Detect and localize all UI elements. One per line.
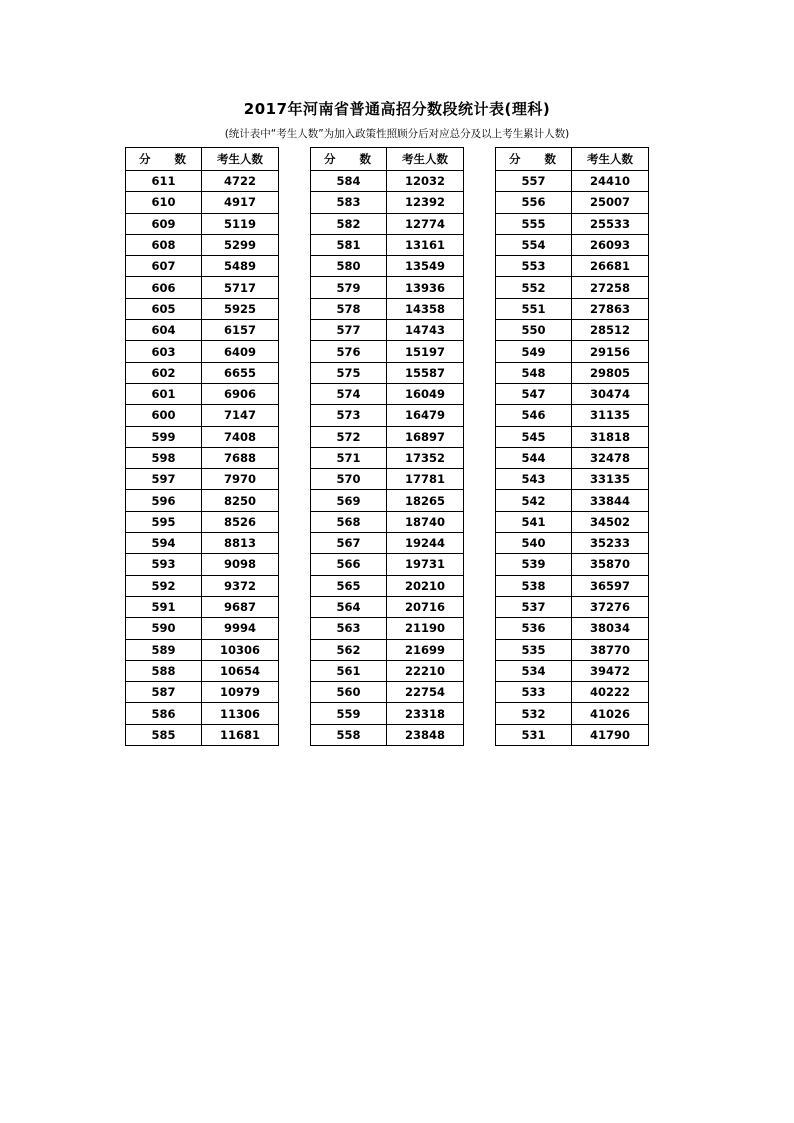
score-cell: 566 [311,554,387,575]
score-cell: 552 [496,277,572,298]
table-row [311,639,464,660]
score-cell: 532 [496,703,572,724]
table-row [496,277,649,298]
score-cell: 541 [496,511,572,532]
table-row [311,234,464,255]
table-row [311,256,464,277]
table-row [496,256,649,277]
count-cell: 5925 [202,298,279,319]
score-cell: 607 [126,256,202,277]
score-cell: 584 [311,171,387,192]
count-cell: 25007 [572,192,649,213]
score-cell: 610 [126,192,202,213]
score-cell: 556 [496,192,572,213]
count-cell: 20716 [387,596,464,617]
table-row [496,405,649,426]
count-cell: 25533 [572,213,649,234]
count-cell: 9687 [202,596,279,617]
count-cell: 20210 [387,575,464,596]
count-cell: 7147 [202,405,279,426]
table-row [496,490,649,511]
table-row [126,341,279,362]
table-row [311,298,464,319]
table-row [496,511,649,532]
score-cell: 598 [126,447,202,468]
count-cell: 38770 [572,639,649,660]
table-row [496,234,649,255]
table-row [126,256,279,277]
table-row [311,213,464,234]
count-column-header: 考生人数 [572,148,649,171]
table-row [311,171,464,192]
table-row [126,234,279,255]
count-cell: 19731 [387,554,464,575]
table-row [311,447,464,468]
score-cell: 540 [496,533,572,554]
count-cell: 13549 [387,256,464,277]
score-cell: 548 [496,362,572,383]
count-cell: 7688 [202,447,279,468]
score-cell: 544 [496,447,572,468]
count-cell: 8250 [202,490,279,511]
score-cell: 555 [496,213,572,234]
count-cell: 19244 [387,533,464,554]
score-cell: 600 [126,405,202,426]
count-cell: 16479 [387,405,464,426]
count-cell: 31135 [572,405,649,426]
score-cell: 559 [311,703,387,724]
count-cell: 8526 [202,511,279,532]
count-cell: 5299 [202,234,279,255]
count-cell: 6906 [202,383,279,404]
score-cell: 547 [496,383,572,404]
table-row [496,618,649,639]
score-cell: 599 [126,426,202,447]
table-row [496,362,649,383]
score-cell: 567 [311,533,387,554]
count-cell: 16049 [387,383,464,404]
count-cell: 17781 [387,469,464,490]
table-row [126,511,279,532]
score-cell: 585 [126,724,202,745]
score-cell: 554 [496,234,572,255]
table-row [126,703,279,724]
table-body [311,171,464,746]
table-row [311,575,464,596]
count-cell: 5119 [202,213,279,234]
table-row [126,469,279,490]
count-cell: 38034 [572,618,649,639]
count-cell: 24410 [572,171,649,192]
score-cell: 538 [496,575,572,596]
count-cell: 4722 [202,171,279,192]
table-row [126,213,279,234]
score-cell: 561 [311,660,387,681]
table-row [126,575,279,596]
table-row [126,596,279,617]
table-row [496,703,649,724]
count-cell: 30474 [572,383,649,404]
score-cell: 609 [126,213,202,234]
count-cell: 40222 [572,682,649,703]
count-cell: 14743 [387,320,464,341]
count-cell: 10654 [202,660,279,681]
table-row [126,171,279,192]
count-cell: 37276 [572,596,649,617]
table-row [126,362,279,383]
count-cell: 23848 [387,724,464,745]
table-row [311,320,464,341]
score-cell: 581 [311,234,387,255]
count-cell: 18265 [387,490,464,511]
count-cell: 35233 [572,533,649,554]
score-column-header: 分 数 [311,148,387,171]
count-cell: 5489 [202,256,279,277]
count-cell: 26681 [572,256,649,277]
count-cell: 13161 [387,234,464,255]
table-row [126,639,279,660]
table-row [496,575,649,596]
table-row [496,660,649,681]
table-row [496,447,649,468]
score-cell: 570 [311,469,387,490]
count-cell: 9372 [202,575,279,596]
score-cell: 595 [126,511,202,532]
count-cell: 7970 [202,469,279,490]
score-cell: 550 [496,320,572,341]
table-row [496,192,649,213]
table-header-row [496,148,649,171]
count-cell: 36597 [572,575,649,596]
count-cell: 31818 [572,426,649,447]
count-cell: 27863 [572,298,649,319]
score-cell: 549 [496,341,572,362]
count-cell: 8813 [202,533,279,554]
table-header-row [311,148,464,171]
table-row [126,682,279,703]
table-row [496,320,649,341]
score-cell: 601 [126,383,202,404]
score-cell: 594 [126,533,202,554]
score-cell: 539 [496,554,572,575]
score-cell: 583 [311,192,387,213]
score-cell: 587 [126,682,202,703]
count-column-header: 考生人数 [387,148,464,171]
table-row [126,533,279,554]
table-row [126,490,279,511]
count-cell: 12032 [387,171,464,192]
score-cell: 569 [311,490,387,511]
score-cell: 588 [126,660,202,681]
table-body [126,171,279,746]
count-cell: 32478 [572,447,649,468]
table-row [496,171,649,192]
score-table-3 [495,147,649,746]
count-cell: 27258 [572,277,649,298]
table-row [311,405,464,426]
table-row [311,362,464,383]
score-cell: 603 [126,341,202,362]
score-cell: 571 [311,447,387,468]
page-title: 2017年河南省普通高招分数段统计表(理科) [243,100,551,118]
count-cell: 23318 [387,703,464,724]
score-cell: 558 [311,724,387,745]
score-cell: 606 [126,277,202,298]
count-column-header: 考生人数 [202,148,279,171]
score-table-1 [125,147,279,746]
count-cell: 35870 [572,554,649,575]
score-table-2 [310,147,464,746]
score-cell: 565 [311,575,387,596]
score-cell: 605 [126,298,202,319]
count-cell: 26093 [572,234,649,255]
count-cell: 5717 [202,277,279,298]
score-cell: 562 [311,639,387,660]
count-cell: 34502 [572,511,649,532]
table-row [311,277,464,298]
table-row [496,341,649,362]
score-cell: 608 [126,234,202,255]
count-cell: 9994 [202,618,279,639]
count-cell: 28512 [572,320,649,341]
score-cell: 582 [311,213,387,234]
table-row [496,554,649,575]
score-cell: 533 [496,682,572,703]
table-row [311,660,464,681]
count-cell: 21190 [387,618,464,639]
count-cell: 17352 [387,447,464,468]
table-row [126,660,279,681]
score-cell: 579 [311,277,387,298]
table-row [311,490,464,511]
table-row [496,383,649,404]
score-cell: 586 [126,703,202,724]
score-cell: 563 [311,618,387,639]
table-row [311,192,464,213]
table-body [496,171,649,746]
score-cell: 611 [126,171,202,192]
score-cell: 573 [311,405,387,426]
score-cell: 546 [496,405,572,426]
count-cell: 15197 [387,341,464,362]
count-cell: 11681 [202,724,279,745]
count-cell: 4917 [202,192,279,213]
table-row [496,596,649,617]
table-row [311,533,464,554]
score-cell: 568 [311,511,387,532]
table-row [126,554,279,575]
table-row [311,703,464,724]
count-cell: 13936 [387,277,464,298]
score-cell: 602 [126,362,202,383]
score-cell: 575 [311,362,387,383]
score-cell: 545 [496,426,572,447]
count-cell: 16897 [387,426,464,447]
count-cell: 39472 [572,660,649,681]
table-row [496,469,649,490]
score-cell: 542 [496,490,572,511]
score-cell: 537 [496,596,572,617]
table-header-row [126,148,279,171]
table-row [311,618,464,639]
score-cell: 557 [496,171,572,192]
table-row [126,426,279,447]
score-column-header: 分 数 [126,148,202,171]
count-cell: 7408 [202,426,279,447]
score-cell: 604 [126,320,202,341]
table-row [126,298,279,319]
table-row [126,383,279,404]
table-row [126,724,279,745]
page-subtitle: (统计表中“考生人数”为加入政策性照顾分后对应总分及以上考生累计人数) [224,128,570,140]
table-row [311,426,464,447]
table-row [126,618,279,639]
score-cell: 536 [496,618,572,639]
count-cell: 15587 [387,362,464,383]
table-row [311,469,464,490]
score-cell: 572 [311,426,387,447]
score-cell: 543 [496,469,572,490]
count-cell: 33844 [572,490,649,511]
score-cell: 560 [311,682,387,703]
table-row [126,405,279,426]
score-cell: 553 [496,256,572,277]
table-row [311,383,464,404]
table-row [496,426,649,447]
score-cell: 535 [496,639,572,660]
table-row [496,298,649,319]
score-cell: 589 [126,639,202,660]
count-cell: 14358 [387,298,464,319]
table-row [126,320,279,341]
count-cell: 6655 [202,362,279,383]
score-cell: 534 [496,660,572,681]
table-row [311,724,464,745]
score-cell: 592 [126,575,202,596]
count-cell: 22210 [387,660,464,681]
score-cell: 578 [311,298,387,319]
count-cell: 22754 [387,682,464,703]
count-cell: 18740 [387,511,464,532]
count-cell: 33135 [572,469,649,490]
count-cell: 6409 [202,341,279,362]
score-cell: 590 [126,618,202,639]
table-row [496,639,649,660]
table-row [311,511,464,532]
count-cell: 21699 [387,639,464,660]
count-cell: 12392 [387,192,464,213]
count-cell: 41026 [572,703,649,724]
table-row [126,447,279,468]
count-cell: 41790 [572,724,649,745]
count-cell: 6157 [202,320,279,341]
count-cell: 10306 [202,639,279,660]
table-row [311,682,464,703]
score-column-header: 分 数 [496,148,572,171]
score-cell: 597 [126,469,202,490]
table-row [496,724,649,745]
count-cell: 29156 [572,341,649,362]
score-cell: 577 [311,320,387,341]
count-cell: 11306 [202,703,279,724]
score-cell: 564 [311,596,387,617]
table-row [496,682,649,703]
table-row [311,554,464,575]
table-row [311,596,464,617]
table-row [311,341,464,362]
count-cell: 10979 [202,682,279,703]
table-row [496,533,649,554]
score-cell: 596 [126,490,202,511]
table-row [496,213,649,234]
score-cell: 574 [311,383,387,404]
table-row [126,192,279,213]
score-cell: 576 [311,341,387,362]
count-cell: 29805 [572,362,649,383]
count-cell: 12774 [387,213,464,234]
table-row [126,277,279,298]
score-cell: 593 [126,554,202,575]
score-cell: 591 [126,596,202,617]
count-cell: 9098 [202,554,279,575]
score-cell: 551 [496,298,572,319]
score-cell: 580 [311,256,387,277]
score-cell: 531 [496,724,572,745]
